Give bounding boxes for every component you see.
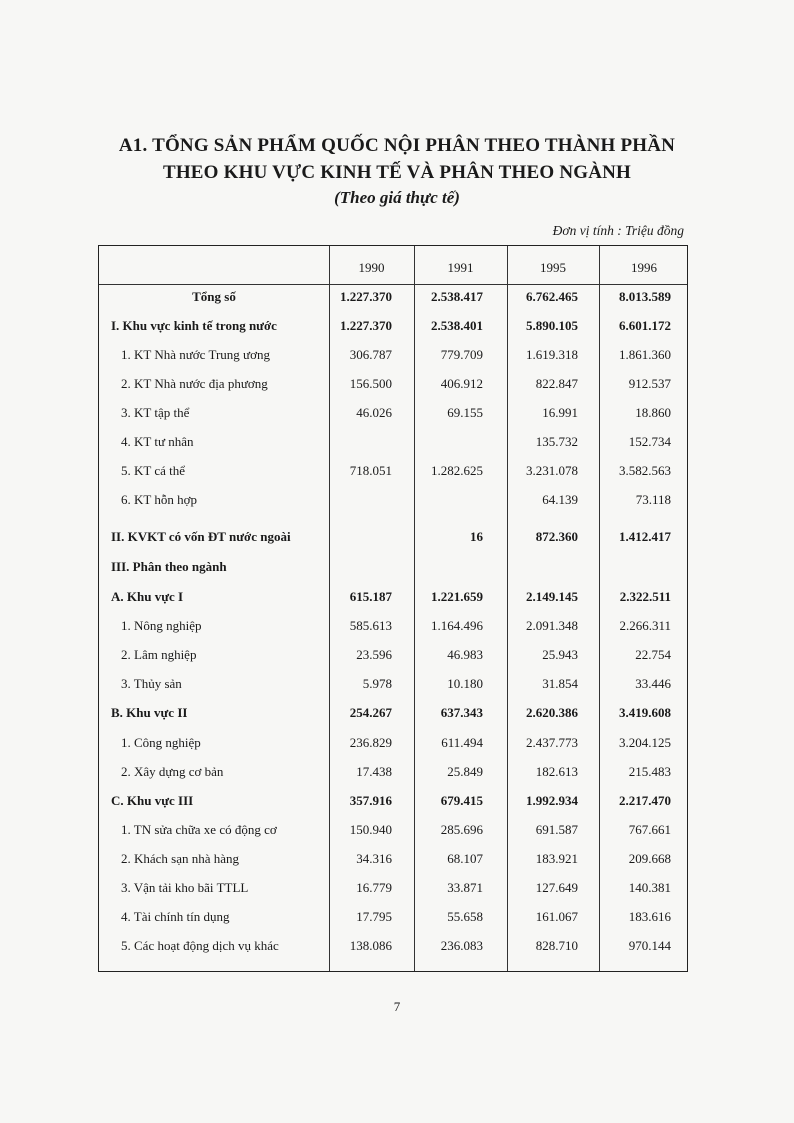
cell-1995: 127.649: [535, 880, 578, 895]
table-row: [99, 489, 687, 511]
page-number: 7: [393, 999, 401, 1014]
cell-1996: 912.537: [628, 376, 671, 391]
cell-1996: 215.483: [628, 764, 671, 779]
row-label: 1. Nông nghiệp: [121, 618, 202, 633]
row-label: 3. Thủy sản: [121, 676, 182, 691]
row-label: 2. Lâm nghiệp: [121, 647, 197, 662]
cell-1991: 779.709: [440, 347, 483, 362]
table-row: [99, 586, 687, 608]
table-row: [99, 286, 687, 308]
cell-1991: 637.343: [440, 705, 483, 720]
cell-1995: 64.139: [542, 492, 578, 507]
row-label: III. Phân theo ngành: [111, 559, 227, 574]
cell-1995: 828.710: [535, 938, 578, 953]
table-row: [99, 702, 687, 724]
cell-1990: 718.051: [349, 463, 392, 478]
cell-1990: 1.227.370: [340, 289, 392, 304]
cell-1995: 2.620.386: [526, 705, 578, 720]
row-label: Tổng số: [192, 289, 236, 304]
title-block: [0, 132, 794, 210]
table-row: [99, 460, 687, 482]
cell-1991: 236.083: [440, 938, 483, 953]
row-label: 2. Khách sạn nhà hàng: [121, 851, 240, 866]
cell-1990: 156.500: [349, 376, 392, 391]
cell-1990: 585.613: [349, 618, 392, 633]
table-row: [99, 848, 687, 870]
row-label: 4. KT tư nhân: [121, 434, 194, 449]
table-row: [99, 877, 687, 899]
cell-1990: 138.086: [349, 938, 392, 953]
column-header-1996: 1996: [631, 260, 657, 275]
cell-1996: 2.217.470: [619, 793, 671, 808]
row-label: 3. KT tập thể: [121, 405, 190, 420]
cell-1991: 611.494: [441, 735, 483, 750]
table-row: [99, 431, 687, 453]
cell-1995: 822.847: [535, 376, 578, 391]
column-header-1991: 1991: [447, 260, 474, 275]
row-label: 4. Tài chính tín dụng: [121, 909, 230, 924]
cell-1995: 3.231.078: [526, 463, 578, 478]
cell-1991: 679.415: [440, 793, 483, 808]
table-row: [99, 761, 687, 783]
cell-1996: 8.013.589: [619, 289, 671, 304]
cell-1995: 5.890.105: [526, 318, 578, 333]
cell-1996: 3.582.563: [619, 463, 671, 478]
cell-1990: 23.596: [356, 647, 392, 662]
table-row: [99, 790, 687, 812]
cell-1991: 68.107: [447, 851, 483, 866]
cell-1995: 183.921: [535, 851, 578, 866]
cell-1990: 236.829: [349, 735, 392, 750]
column-header-1995: 1995: [540, 260, 566, 275]
cell-1991: 16: [470, 529, 483, 544]
cell-1990: 46.026: [356, 405, 392, 420]
cell-1996: 18.860: [635, 405, 671, 420]
row-label: 6. KT hỗn hợp: [121, 492, 197, 507]
cell-1991: 1.164.496: [431, 618, 483, 633]
row-label: 1. Công nghiệp: [121, 735, 201, 750]
cell-1995: 691.587: [535, 822, 578, 837]
table-row: [99, 935, 687, 957]
table-row: [99, 373, 687, 395]
table-row: [99, 615, 687, 637]
cell-1996: 33.446: [635, 676, 671, 691]
cell-1995: 1.619.318: [526, 347, 578, 362]
page-title-line-2: THEO KHU VỰC KINH TẾ VÀ PHÂN THEO NGÀNH: [162, 162, 632, 183]
table-row: [99, 402, 687, 424]
cell-1990: 34.316: [356, 851, 392, 866]
cell-1991: 2.538.417: [431, 289, 483, 304]
table-row: [99, 819, 687, 841]
table-row: [99, 732, 687, 754]
cell-1990: 306.787: [349, 347, 392, 362]
row-label: 2. KT Nhà nước địa phương: [121, 376, 268, 391]
cell-1996: 73.118: [635, 492, 671, 507]
cell-1990: 357.916: [349, 793, 392, 808]
cell-1996: 970.144: [628, 938, 671, 953]
cell-1996: 1.412.417: [619, 529, 671, 544]
table-row: [99, 644, 687, 666]
header-divider: [99, 284, 687, 285]
cell-1996: 3.419.608: [619, 705, 671, 720]
cell-1990: 1.227.370: [340, 318, 392, 333]
cell-1991: 2.538.401: [431, 318, 483, 333]
cell-1991: 1.282.625: [431, 463, 483, 478]
row-label: 1. TN sửa chữa xe có động cơ: [121, 822, 277, 837]
cell-1991: 406.912: [440, 376, 483, 391]
cell-1995: 1.992.934: [526, 793, 578, 808]
cell-1996: 152.734: [628, 434, 671, 449]
cell-1991: 69.155: [447, 405, 483, 420]
cell-1990: 615.187: [349, 589, 392, 604]
table-header: [99, 260, 687, 280]
row-label: C. Khu vực III: [111, 793, 194, 808]
table-row: [99, 556, 687, 578]
table-row: [99, 526, 687, 548]
table-row: [99, 344, 687, 366]
cell-1996: 140.381: [628, 880, 671, 895]
cell-1995: 16.991: [542, 405, 578, 420]
cell-1995: 161.067: [535, 909, 578, 924]
cell-1990: 254.267: [349, 705, 392, 720]
cell-1995: 182.613: [535, 764, 578, 779]
row-label: 5. Các hoạt động dịch vụ khác: [121, 938, 279, 953]
cell-1995: 2.437.773: [526, 735, 578, 750]
row-label: 1. KT Nhà nước Trung ương: [121, 347, 270, 362]
cell-1996: 183.616: [628, 909, 671, 924]
cell-1996: 6.601.172: [619, 318, 671, 333]
page-title-line-1: A1. TỔNG SẢN PHẨM QUỐC NỘI PHÂN THEO THÀNH PHẦN: [118, 135, 676, 156]
row-label: II. KVKT có vốn ĐT nước ngoài: [111, 529, 291, 544]
table-row: [99, 673, 687, 695]
table-row: [99, 906, 687, 928]
cell-1991: 46.983: [447, 647, 483, 662]
cell-1995: 25.943: [542, 647, 578, 662]
unit-note: Đơn vị tính : Triệu đồng: [552, 223, 684, 238]
cell-1995: 135.732: [535, 434, 578, 449]
cell-1991: 33.871: [447, 880, 483, 895]
cell-1995: 872.360: [535, 529, 578, 544]
cell-1995: 2.091.348: [526, 618, 578, 633]
cell-1990: 17.438: [356, 764, 392, 779]
cell-1996: 2.322.511: [619, 589, 671, 604]
cell-1996: 3.204.125: [619, 735, 671, 750]
row-label: 3. Vận tải kho bãi TTLL: [121, 880, 249, 895]
cell-1995: 2.149.145: [526, 589, 578, 604]
column-header-1990: 1990: [358, 260, 385, 275]
cell-1995: 6.762.465: [526, 289, 578, 304]
cell-1996: 2.266.311: [619, 618, 671, 633]
row-label: 5. KT cá thể: [121, 463, 186, 478]
cell-1991: 25.849: [447, 764, 483, 779]
row-label: A. Khu vực I: [111, 589, 184, 604]
cell-1995: 31.854: [542, 676, 578, 691]
page-subtitle: (Theo giá thực tế): [334, 188, 460, 207]
cell-1990: 150.940: [349, 822, 392, 837]
gdp-table: [98, 245, 688, 972]
cell-1991: 55.658: [447, 909, 483, 924]
cell-1996: 22.754: [635, 647, 671, 662]
cell-1991: 285.696: [440, 822, 483, 837]
cell-1990: 5.978: [362, 676, 392, 691]
cell-1991: 1.221.659: [431, 589, 483, 604]
cell-1996: 209.668: [628, 851, 671, 866]
table-row: [99, 315, 687, 337]
cell-1990: 17.795: [356, 909, 392, 924]
row-label: I. Khu vực kinh tế trong nước: [111, 318, 277, 333]
cell-1991: 10.180: [447, 676, 483, 691]
cell-1990: 16.779: [356, 880, 392, 895]
row-label: 2. Xây dựng cơ bản: [121, 764, 224, 779]
cell-1996: 767.661: [628, 822, 671, 837]
row-label: B. Khu vực II: [111, 705, 188, 720]
cell-1996: 1.861.360: [619, 347, 671, 362]
